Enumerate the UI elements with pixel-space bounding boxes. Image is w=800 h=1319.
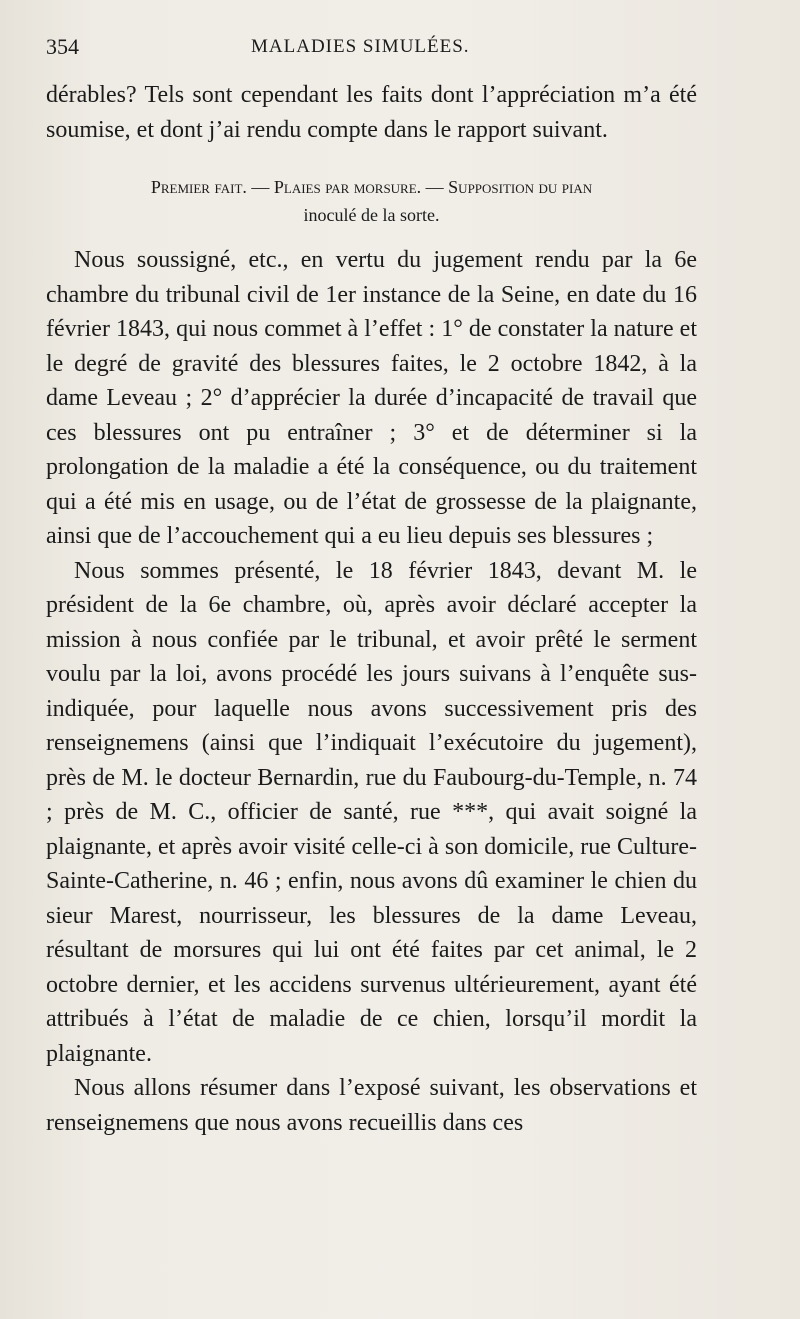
running-title: MALADIES SIMULÉES. <box>251 36 470 57</box>
paragraph-1: dérables? Tels sont cependant les faits dont l’appréciation m’a été soumise, et dont j’ai rendu compte dans le rapport suivant. <box>46 82 697 143</box>
section-title <box>46 173 697 229</box>
paragraph-3: Nous sommes présenté, le 18 février 1843, devant M. le président de la 6e chambre, où, après avoir déclaré accepter la mission à nous confiée par le tribunal, et avoir prêté le serment voulu par la loi, avons procédé les jours suivans à l’enquête sus-indiquée, pour laquelle nous avons successivement pris des renseignemens (ainsi que l’indiquait l’exécutoire du jugement), près de M. le docteur Bernardin, rue du Faubourg-du-Temple, n. 74 ; près de M. C., officier de santé, rue ***, qui avait soigné la plaignante, et après avoir visité celle-ci à son domicile, rue Culture-Sainte-Catherine, n. 46 ; enfin, nous avons dû examiner le chien du sieur Marest, nourrisseur, les blessures de la dame Leveau, résultant de morsures qui lui ont été faites par cet animal, le 2 octobre dernier, et les accidens survenus ultérieurement, ayant été attribués à l’état de maladie de ce chien, lorsqu’il mordit la plaignante. <box>46 557 697 1067</box>
section-title-line-1: Premier fait. — Plaies par morsure. — Supposition du pian <box>150 177 593 197</box>
page-number: 354 <box>46 34 79 59</box>
paragraph-2: Nous soussigné, etc., en vertu du jugement rendu par la 6e chambre du tribunal civil de 1er instance de la Seine, en date du 16 février 1843, qui nous commet à l’effet : 1° de constater la nature et le degré de gravité des blessures faites, le 2 octobre 1842, à la dame Leveau ; 2° d’apprécier la durée d’incapacité de travail que ces blessures ont pu entraîner ; 3° et de déterminer si la prolongation de la maladie a été la conséquence, ou du traitement qui a été mis en usage, ou de l’état de grossesse de la plaignante, ainsi que de l’accouchement qui a eu lieu depuis ses blessures ; <box>46 247 697 549</box>
page-header <box>46 34 697 70</box>
paragraph-4: Nous allons résumer dans l’exposé suivant, les observations et renseignemens que nous avons recueillis dans ces <box>46 1075 697 1136</box>
section-title-line-2: inoculé de la sorte. <box>303 205 440 225</box>
